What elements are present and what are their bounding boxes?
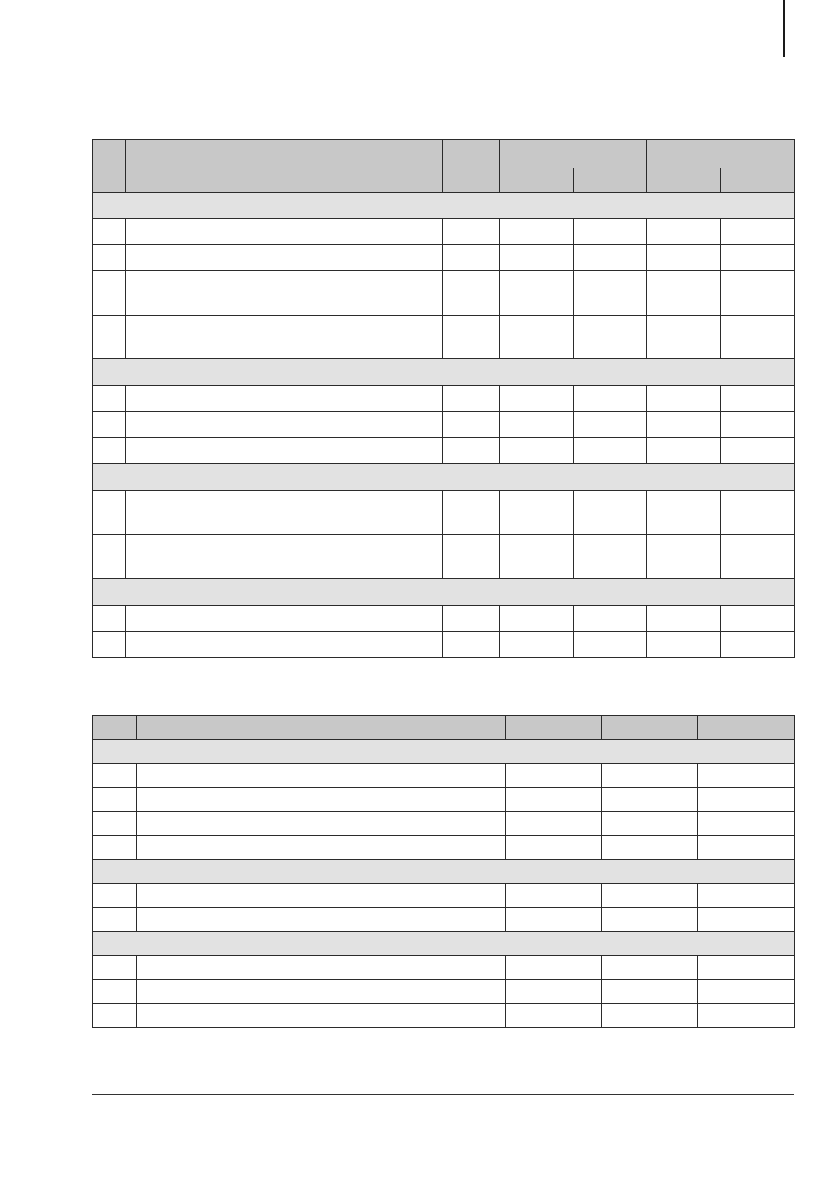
table-row (93, 812, 795, 836)
table-row (93, 245, 795, 271)
table-row (93, 491, 795, 535)
section-row (93, 932, 795, 956)
section-row (93, 464, 795, 491)
header-group-b-sub2 (721, 168, 795, 193)
header-group-a-cell (500, 140, 647, 168)
header-group-b-cell (647, 140, 795, 168)
footer-rule (92, 1094, 794, 1095)
table-row (93, 632, 795, 658)
table-row (93, 386, 795, 412)
main-table (92, 139, 795, 658)
table-row (93, 606, 795, 632)
table-row (93, 836, 795, 860)
table-row (93, 535, 795, 579)
table-row (93, 980, 795, 1004)
header-unit-cell (443, 140, 500, 193)
table-row (93, 1004, 795, 1028)
header-description-cell (126, 140, 443, 193)
header-number-cell (93, 716, 137, 740)
header-description-cell (137, 716, 506, 740)
header-group-a-sub2 (574, 168, 647, 193)
table-row (93, 764, 795, 788)
table-row (93, 316, 795, 359)
table-row (93, 219, 795, 245)
header-number-cell (93, 140, 126, 193)
table-row (93, 271, 795, 316)
header-group-b-sub1 (647, 168, 721, 193)
header-col-1-cell (506, 716, 602, 740)
section-row (93, 359, 795, 386)
section-row (93, 579, 795, 606)
table-row (93, 788, 795, 812)
table-row (93, 956, 795, 980)
header-col-3-cell (698, 716, 795, 740)
header-col-2-cell (602, 716, 698, 740)
table-row (93, 884, 795, 908)
section-row (93, 860, 795, 884)
header-group-a-sub1 (500, 168, 574, 193)
table-row (93, 438, 795, 464)
table-row (93, 908, 795, 932)
secondary-table (92, 715, 795, 1028)
cut-marker-line (783, 0, 785, 57)
section-row (93, 740, 795, 764)
table-row (93, 412, 795, 438)
section-row (93, 193, 795, 219)
